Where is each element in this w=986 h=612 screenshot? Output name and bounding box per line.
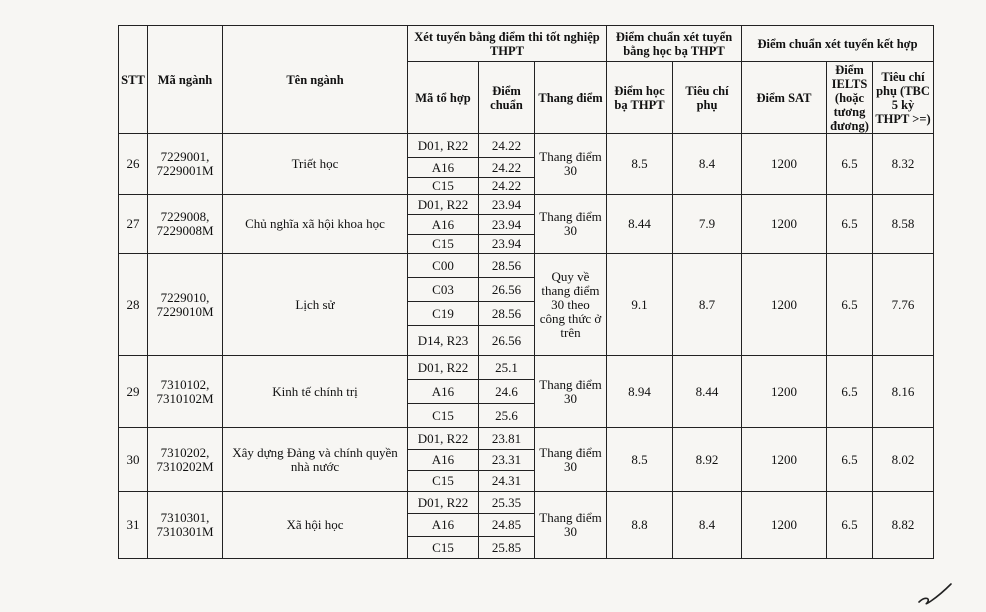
cell-major-code: 7229008, 7229008M [148,195,223,254]
cell-sat: 1200 [742,356,827,428]
header-major-code: Mã ngành [148,26,223,134]
cell-combo: A16 [408,514,479,537]
cell-combo: A16 [408,158,479,178]
cell-combo: C03 [408,278,479,302]
cell-ielts: 6.5 [827,195,873,254]
cell-major-name: Kinh tế chính trị [223,356,408,428]
cell-combo: C15 [408,471,479,492]
cell-combo: C15 [408,235,479,254]
cell-stt: 30 [119,428,148,492]
cell-stt: 27 [119,195,148,254]
cell-combined-sub: 8.32 [873,134,934,195]
header-combo: Mã tổ hợp [408,62,479,134]
cell-combo: C15 [408,404,479,428]
table-header [119,26,934,134]
cell-hocba-score: 9.1 [607,254,673,356]
cell-hocba-sub: 8.4 [673,134,742,195]
header-group-thpt: Xét tuyển bằng điểm thi tốt nghiệp THPT [408,26,607,62]
table-body [119,134,934,559]
cell-ielts: 6.5 [827,254,873,356]
cell-hocba-sub: 7.9 [673,195,742,254]
cell-hocba-score: 8.5 [607,428,673,492]
cell-major-name: Xây dựng Đảng và chính quyền nhà nước [223,428,408,492]
cell-combined-sub: 7.76 [873,254,934,356]
cell-stt: 28 [119,254,148,356]
cell-hocba-score: 8.94 [607,356,673,428]
cell-cutoff: 25.85 [479,537,535,559]
cell-hocba-score: 8.5 [607,134,673,195]
cell-cutoff: 23.81 [479,428,535,450]
cell-combo: C00 [408,254,479,278]
cell-cutoff: 28.56 [479,254,535,278]
cell-major-code: 7310301, 7310301M [148,492,223,559]
cell-cutoff: 24.22 [479,134,535,158]
header-ielts: Điểm IELTS (hoặc tương đương) [827,62,873,134]
header-scale: Thang điểm [535,62,607,134]
cell-scale: Thang điểm 30 [535,195,607,254]
cell-cutoff: 23.94 [479,215,535,235]
cell-stt: 31 [119,492,148,559]
header-major-name: Tên ngành [223,26,408,134]
cell-cutoff: 24.22 [479,178,535,195]
cell-combo: D01, R22 [408,428,479,450]
header-hocba-sub: Tiêu chí phụ [673,62,742,134]
cell-sat: 1200 [742,254,827,356]
cell-cutoff: 24.22 [479,158,535,178]
cell-major-code: 7229001, 7229001M [148,134,223,195]
admission-score-table [118,25,934,559]
cell-ielts: 6.5 [827,492,873,559]
cell-combo: C19 [408,302,479,326]
cell-major-name: Xã hội học [223,492,408,559]
cell-combo: D01, R22 [408,134,479,158]
cell-combined-sub: 8.16 [873,356,934,428]
cell-cutoff: 24.31 [479,471,535,492]
header-group-hocba: Điểm chuẩn xét tuyển bằng học bạ THPT [607,26,742,62]
cell-ielts: 6.5 [827,134,873,195]
cell-sat: 1200 [742,134,827,195]
header-hocba-score: Điểm học bạ THPT [607,62,673,134]
cell-combo: A16 [408,380,479,404]
signature-mark [915,578,955,606]
cell-cutoff: 24.6 [479,380,535,404]
cell-combo: D01, R22 [408,492,479,514]
cell-hocba-score: 8.8 [607,492,673,559]
cell-cutoff: 23.94 [479,195,535,215]
cell-major-code: 7310102, 7310102M [148,356,223,428]
cell-combo: C15 [408,537,479,559]
cell-cutoff: 25.1 [479,356,535,380]
cell-ielts: 6.5 [827,428,873,492]
header-cutoff: Điểm chuẩn [479,62,535,134]
cell-hocba-sub: 8.4 [673,492,742,559]
cell-combo: D01, R22 [408,356,479,380]
cell-stt: 26 [119,134,148,195]
cell-cutoff: 26.56 [479,278,535,302]
cell-stt: 29 [119,356,148,428]
header-combined-sub: Tiêu chí phụ (TBC 5 kỳ THPT >=) [873,62,934,134]
header-group-combined: Điểm chuẩn xét tuyển kết hợp [742,26,934,62]
cell-major-code: 7229010, 7229010M [148,254,223,356]
cell-hocba-sub: 8.44 [673,356,742,428]
cell-hocba-sub: 8.92 [673,428,742,492]
cell-scale: Thang điểm 30 [535,428,607,492]
cell-scale: Thang điểm 30 [535,134,607,195]
cell-major-code: 7310202, 7310202M [148,428,223,492]
cell-hocba-sub: 8.7 [673,254,742,356]
cell-combined-sub: 8.02 [873,428,934,492]
cell-combo: A16 [408,450,479,471]
cell-scale: Thang điểm 30 [535,356,607,428]
cell-combined-sub: 8.82 [873,492,934,559]
cell-combined-sub: 8.58 [873,195,934,254]
cell-scale: Quy về thang điểm 30 theo công thức ở trên [535,254,607,356]
cell-cutoff: 28.56 [479,302,535,326]
header-stt: STT [119,26,148,134]
header-sat: Điểm SAT [742,62,827,134]
cell-ielts: 6.5 [827,356,873,428]
cell-scale: Thang điểm 30 [535,492,607,559]
cell-major-name: Triết học [223,134,408,195]
cell-sat: 1200 [742,428,827,492]
cell-major-name: Chủ nghĩa xã hội khoa học [223,195,408,254]
cell-cutoff: 23.31 [479,450,535,471]
cell-cutoff: 26.56 [479,326,535,356]
cell-combo: C15 [408,178,479,195]
cell-cutoff: 23.94 [479,235,535,254]
cell-cutoff: 25.6 [479,404,535,428]
cell-hocba-score: 8.44 [607,195,673,254]
cell-sat: 1200 [742,195,827,254]
cell-combo: D14, R23 [408,326,479,356]
cell-cutoff: 24.85 [479,514,535,537]
cell-major-name: Lịch sử [223,254,408,356]
cell-combo: A16 [408,215,479,235]
cell-cutoff: 25.35 [479,492,535,514]
cell-combo: D01, R22 [408,195,479,215]
cell-sat: 1200 [742,492,827,559]
